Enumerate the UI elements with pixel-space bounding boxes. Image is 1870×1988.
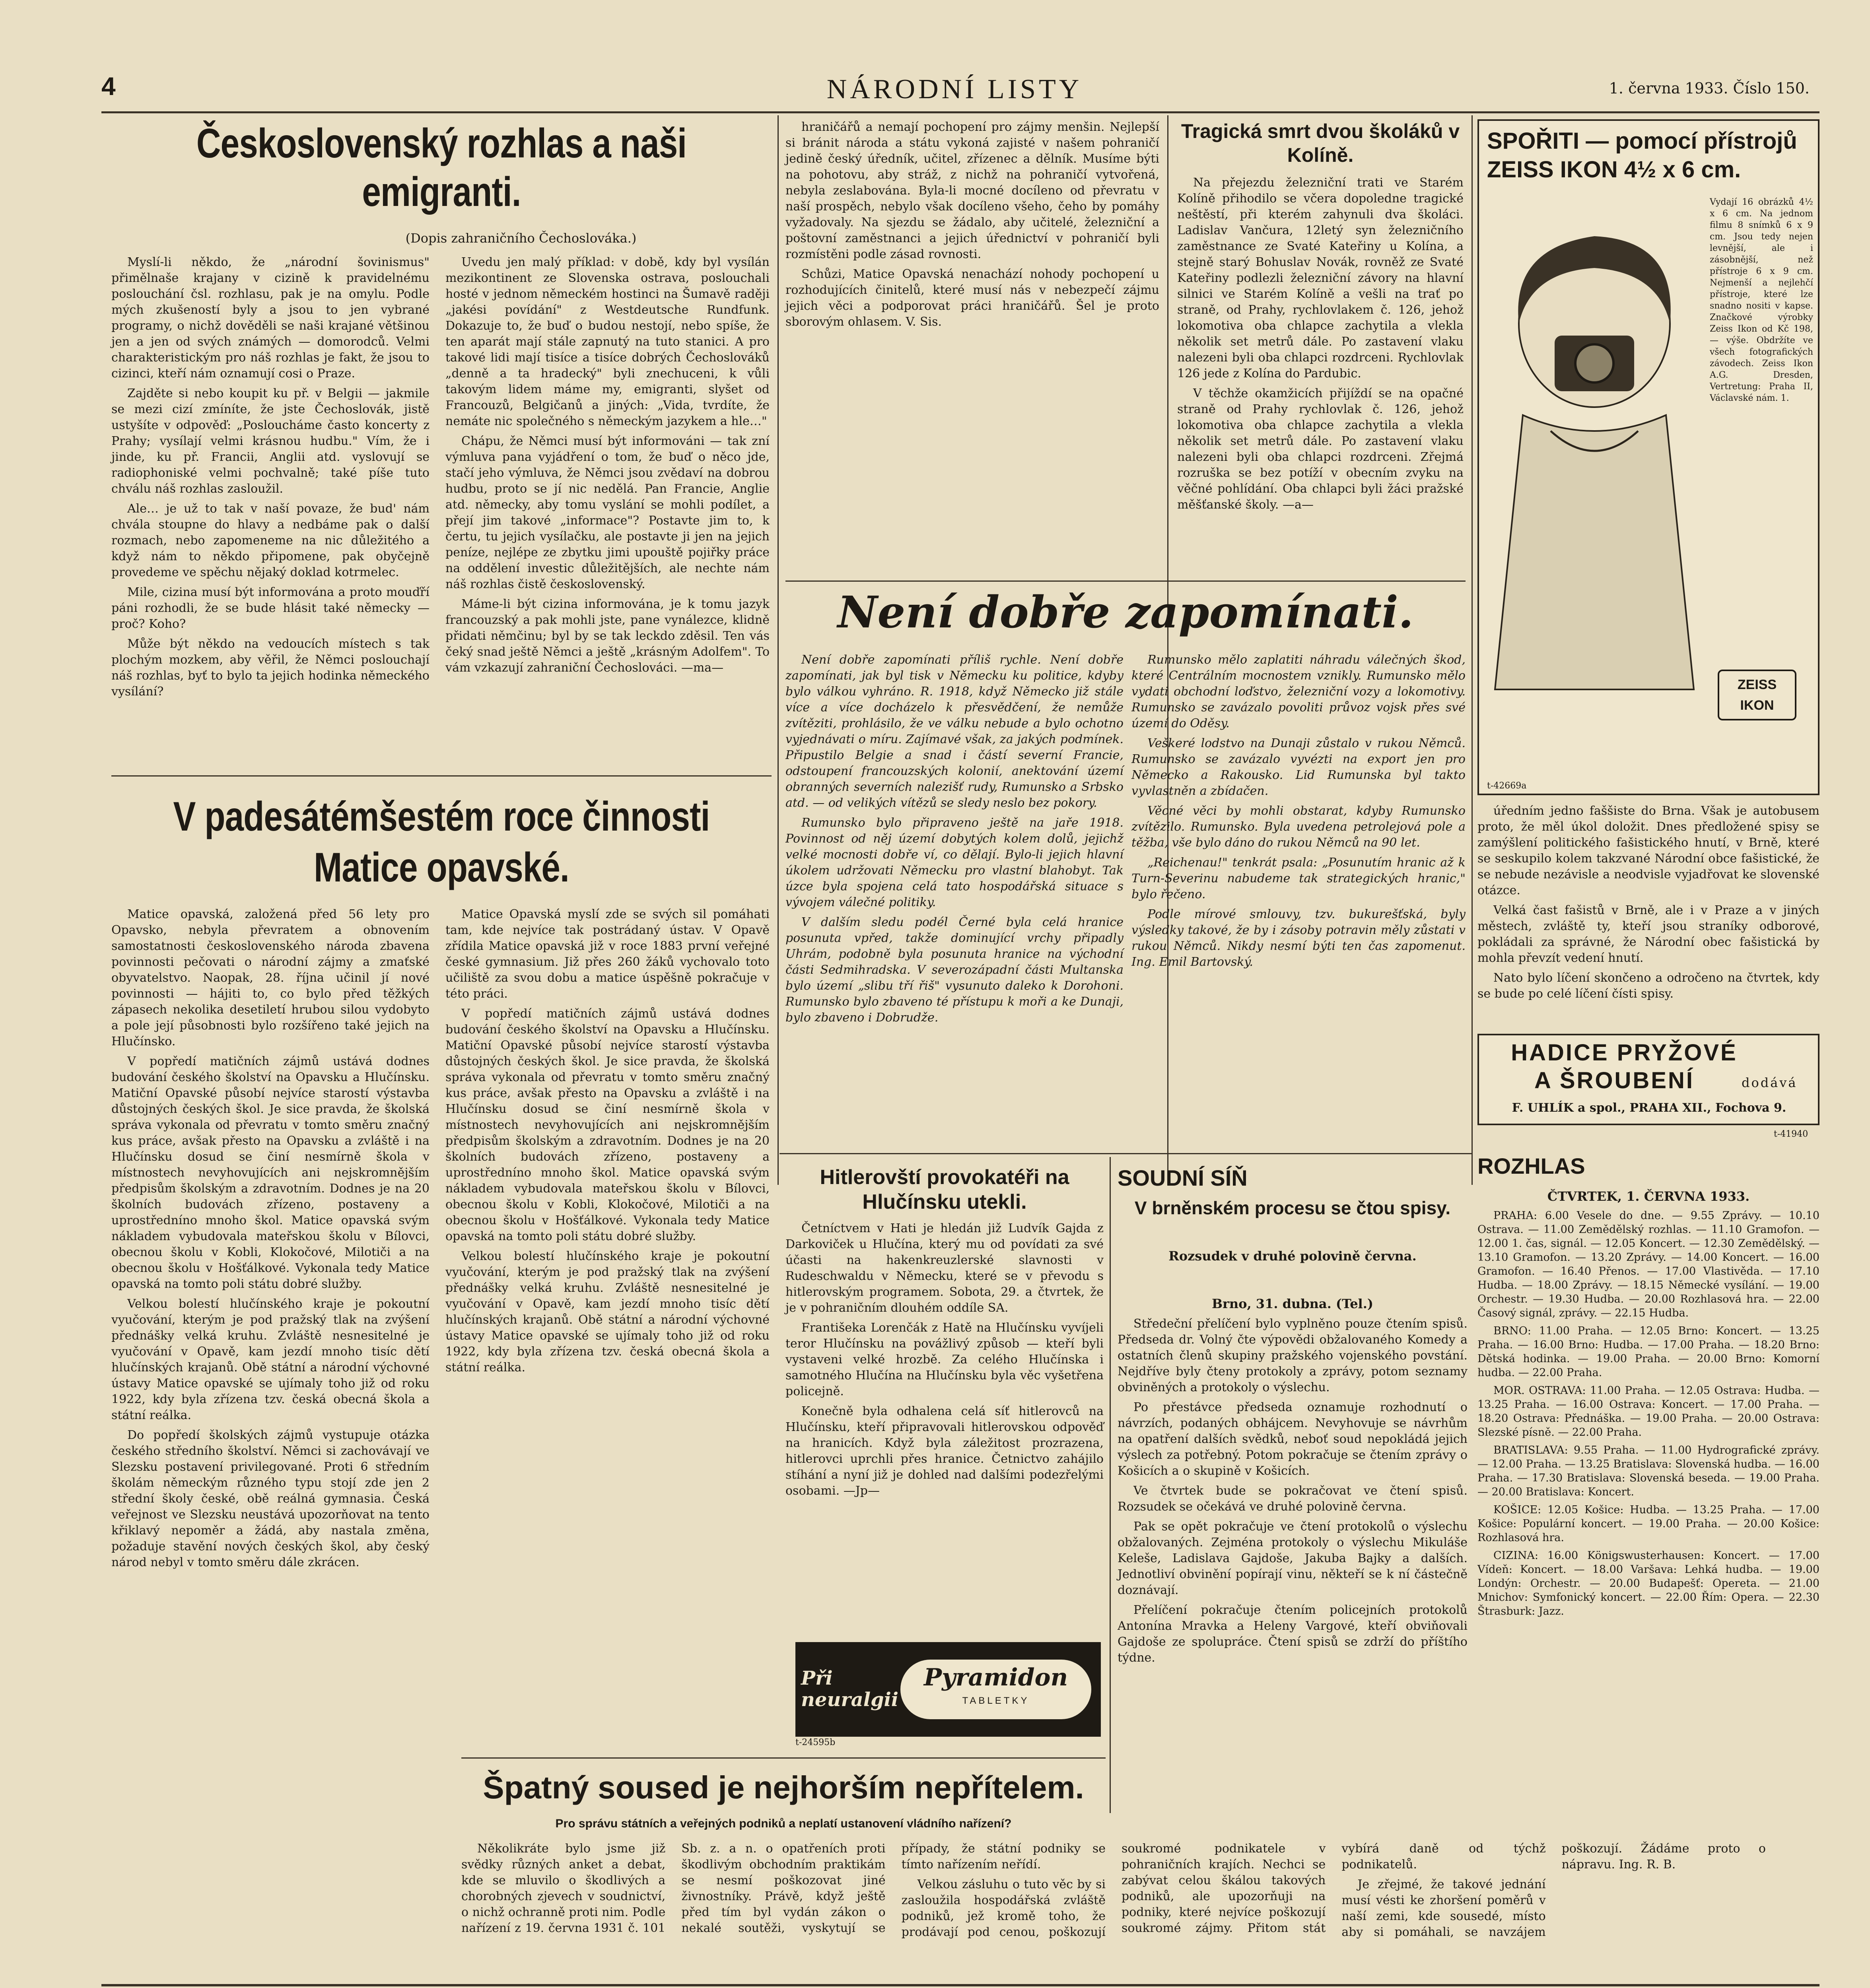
- art1-para: Zajděte si nebo koupit ku př. v Belgii — jakmile se mezi cizí zmíníte, že jste Čechoslovák, jistě ustyšíte v odpověď: „Posloucháme často koncerty z Prahy; vysílají velmi krásnou hudbu." Vím, že i jinde, ku př. Francii, Anglii atd. vyslovují se radiophoniské velmi pochvalně; také píše tuto chválu náš rozhlas zasloužil.: [111, 386, 430, 496]
- radio-para: KOŠICE: 12.05 Košice: Hudba. — 13.25 Praha. — 17.00 Košice: Populární koncert. — 19.00 Praha. — 20.00 Košice: Rozhlasová hra.: [1477, 1504, 1819, 1544]
- art1-para: Chápu, že Němci musí být informováni — tak zní výmluva pana vyjádření o tom, že buď o něco jde, stačí jeho výmluva, že Němci jsou zvědaví na dobrou hudbu, proto se jí nic nedělá. Pan Francie, Anglie atd. německy, aby tomu vyslání se mohli podílet, a přejí jim takové „informace"? Postavte jim to, k čertu, tu jejich vysílačku, ale postavte ji jen na jejich peníze, nejlépe ze zbytku jimi upouště pojiřky práce na oddělení investic důležitějších, ale nechte nám náš rozhlas čistě československý.: [445, 434, 770, 591]
- zeiss-copy: Vydají 16 obrázků 4½ x 6 cm. Na jednom filmu 8 snímků 6 x 9 cm. Jsou tedy nejen levnější, ale i zásobnější, než přístroje 6 x 9 cm. Nejmenší a nejlehčí přístroje, které lze snadno nositi v kapse. Značkové výrobky Zeiss Ikon od Kč 198,— výše. Obdržíte ve všech fotografických závodech. Zeiss Ikon A.G. Dresden, Vertretung: Praha II, Václavské nám. 1.: [1710, 197, 1813, 403]
- art4-text: [1177, 175, 1464, 573]
- art1-para: Máme-li být cizina informována, je k tomu jazyk francouzský a pak mohli jste, pane vynálezce, klidně přidati němčinu; byl by se tak leckdo zděsil. Ten vás čeký snad ještě Němci a ještě „krásným Adolfem". To vám vzkazují zahraniční Čechoslováci. —ma—: [445, 597, 770, 675]
- art2-para: Velkou bolestí hlučínského kraje je pokoutní vyučování, kterým je pod pražský tlak na zvýšení přednášky velká kruhu. Zvláště nesnesitelné je vyučování v Opavě, kam jezdí mnoho tisíc dětí hlučínských krajanů. Obě státní a národní výchovné ústavy Matice opavské se ujímaly toho již od roku 1922, kdy byla zřízena tzv. česká obecná škola a státní reálka.: [111, 1297, 430, 1422]
- art8-headline: Špatný soused je nejhorším nepřítelem.: [483, 1770, 1084, 1805]
- art5-para: Rumunsko bylo připraveno ještě na jaře 1918. Povinnost od něj území dobytých kolem dolů, jejichž velké mocnosti dobře ví, co dělají. Bylo-li jejich hlavní úkolem udržovati Německu pro vlastní blahobyt. Tak úzce byla spojena celá tato hospodářská situace s vývojem válečné politiky.: [785, 816, 1124, 909]
- page-number: 4: [101, 72, 116, 101]
- art6-para: Konečně byla odhalena celá síť hitlerovců na Hlučínsku, kteří připravovali hitlerovskou odpověď na hranicích. Když byla záležitost prozrazena, hitlerovci uprchli přes hranice. Četnictvo zahájilo stíhání a nyní již je dohled nad dalšími podezřelými osobami. —Jp—: [785, 1404, 1104, 1498]
- art5-para: Podle mírové smlouvy, tzv. bukurešťská, byly výsledky takové, že by i zásoby potravin měly zůstati v rukou Němců. Nikdy nesmí býti ten čas zapomenut. Ing. Emil Bartovský.: [1131, 907, 1466, 969]
- masthead-rule: [101, 111, 1819, 113]
- art6-para: Četníctvem v Hati je hledán již Ludvík Gajda z Darkoviček u Hlučína, který mu od povídati za své účasti na hakenkreuzlerské slavnosti v Rudeschwaldu v Německu, které se v převodu s hitlerovským programem. Sobota, 29. a čtvrtek, že je v pohraničním dlouhém oddíle SA.: [785, 1221, 1104, 1315]
- art8-subtitle: Pro správu státních a veřejných podniků a neplatí ustanovení vládního nařízení?: [555, 1817, 1012, 1830]
- art2-headline: V padesátémšestém roce činnosti Matice opavské.: [173, 794, 710, 891]
- art6-para: Františeka Lorenčák z Hatě na Hlučínsku vyvíjeli teror Hlučínsku na povážlivý způsob — kteří byli vystaveni velké hrozbě. Za celého Hlučínska i samotného Hlučína na Hlučínsku byla věc vyšetřena policejně.: [785, 1321, 1104, 1398]
- section-rule-top: [101, 1984, 1819, 1986]
- art3-text: [785, 119, 1159, 573]
- radio-text: [1477, 1209, 1819, 1865]
- radio-para: PRAHA: 6.00 Vesele do dne. — 9.55 Zprávy. — 10.10 Ostrava. — 11.00 Zemědělský rozhlas. — 11.10 Gramofon. — 12.00 1. čas, signál. — 12.05 Koncert. — 12.30 Zemědělský. — 13.10 Gramofon. — 13.20 Zprávy. — 14.00 Koncert. — 16.00 Gramofon. — 16.40 Přenos. — 17.00 Vlastivěda. — 17.10 Hudba. — 18.00 Zprávy. — 18.15 Německé vysílání. — 19.00 Orchestr. — 19.30 Hudba. — 20.00 Rozhlasová hra. — 22.00 Časový signál, zprávy. — 22.15 Hudba.: [1477, 1209, 1819, 1319]
- neuralgie-text3: TABLETKY: [962, 1695, 1030, 1706]
- art2-para: Matice opavská, založená před 56 lety pro Opavsko, nebyla převratem a obnovením samostatnosti československého národa zbavena povinnosti pečovati o národní zájmy a zmaťské obyvatelstvo. Naopak, 28. října učinil jí nové povinnosti — hájiti to, co bylo před těžkých zápasech nekolika desetiletí hrubou silou vydobyto a pole její působnosti bylo rozšířeno také jejich na Hlučínsko.: [111, 907, 430, 1048]
- radio-para: BRNO: 11.00 Praha. — 12.05 Brno: Koncert. — 13.25 Praha. — 16.00 Brno: Hudba. — 17.00 Praha. — 18.20 Brno: Dětská hodinka. — 19.00 Praha. — 20.00 Brno: Komorní hudba. — 22.00 Praha.: [1477, 1325, 1819, 1379]
- neuralgie-pill: [900, 1660, 1091, 1719]
- art2-para: Do popředí školských zájmů vystupuje otázka českého středního školství. Němci si zachovávají ve Slezsku postavení privilegované. Proti 6 středním školám německým různého typu stojí zde jen 2 střední školy české, obě reálná gymnasia. Česká veřejnost ve Slezsku neustává upozorňovat na tento křiklavý nepoměr a žádá, aby nastala změna, požaduje stavění nových českých škol, aby český národ nebyl v tomto směru dále zkrácen.: [111, 1428, 430, 1569]
- art7-dateline: Brno, 31. dubna. (Tel.): [1212, 1296, 1373, 1311]
- art8-para: Velkou zásluhu o tuto věc by si zasloužila hospodářská zvláště podniků, jež kromě toho, že prodávají pod cenou, poškozují soukromé podnikatele v pohraničních krajích. Nechci se zabývat celou škálou takových podniků, ale upozorňuji na podniky, které nejvíce poškozují soukromé zájmy. Přitom stát vybírá daně od týchž podnikatelů.: [901, 1842, 1546, 1939]
- radio-para: BRATISLAVA: 9.55 Praha. — 11.00 Hydrografické zprávy. — 12.00 Praha. — 13.25 Bratislava: Slovenská hudba. — 16.00 Praha. — 17.30 Bratislava: Slovenská beseda. — 19.00 Praha. — 20.00 Bratislava: Koncert.: [1477, 1444, 1819, 1498]
- art7-para: Ve čtvrtek bude se pokračovat ve čtení spisů. Rozsudek se očekává ve druhé polovině června.: [1118, 1484, 1468, 1514]
- art7-text: [1118, 1316, 1468, 1865]
- art5-col-a: [785, 652, 1124, 1149]
- art3-para: hraničářů a nemají pochopení pro zájmy menšin. Nejlepší si bránit národa a státu vykoná zajisté v našem pohraničí jedině český úředník, učitel, zřízenec a dělník. Musíme býti na pohotovu, aby stráž, z nichž na pohraničí vytvořená, nebyla zeslabována. Byla-li mocné docíleno od převratu v naší prospěch, nebylo však docíleno všeho, čeho by pomáhy vyžadovaly. Na sjezdu se žádalo, aby učitelé, železniční a poštovní zaměstnanci a jejich úřednictví v pohraničí byli rozmístěni podle zásad rovnosti.: [785, 120, 1159, 261]
- art4-para: Na přejezdu železniční trati ve Starém Kolíně přihodilo se včera dopoledne tragické neštěstí, při kterém zahynuli dva školáci. Ladislav Vančura, 12letý syn železničního zaměstnance ze Svaté Kateřiny u Kolína, a stejně starý Bohuslav Novák, rovněž ze Svaté Kateřiny podlezli železniční závory na hlavní silnici ve Starém Kolíně a vešli na trať po straně, od Prahy, rychlovlakem č. 126, jehož lokomotiva oba chlapce zachytila a vlekla několik set metrů dále. Po zastavení vlaku nalezeni byli oba chlapci rozdrceni. Rychlovlak 126 jede z Kolína do Pardubic.: [1177, 176, 1464, 381]
- art2-para: Velkou bolestí hlučínského kraje je pokoutní vyučování, kterým je pod pražský tlak na zvýšení přednášky velká kruhu. Zvláště nesnesitelné je vyučování v Opavě, kam jezdí mnoho tisíc dětí hlučínských krajanů. Obě státní a národní výchovné ústavy Matice opavské se ujímaly toho již od roku 1922, kdy byla zřízena tzv. česká obecná škola a státní reálka.: [445, 1249, 770, 1375]
- art9-para: úředním jedno faššiste do Brna. Však je autobusem proto, že měl úkol doložit. Dnes předložené spisy se zamýšlení politického fašistického hnutí, v Brně, které se seskupilo kolem takzvané Národní obce fašistické, že se nebude nezávisle a neodvisle vyjadřovat ke slovenské otázce.: [1477, 804, 1819, 897]
- radio-para: MOR. OSTRAVA: 11.00 Praha. — 12.05 Ostrava: Hudba. — 13.25 Praha. — 16.00 Ostrava: Koncert. — 17.00 Praha. — 18.20 Ostrava: Přednáška. — 19.00 Praha. — 20.00 Ostrava: Slezské písně. — 22.00 Praha.: [1477, 1384, 1819, 1439]
- art9-text: [1477, 803, 1819, 1026]
- art4-para: V těchže okamžicích přijíždí se na opačné straně od Prahy rychlovlak č. 126, jehož lokomotiva oba chlapce zachytila a vlekla několik set metrů dále. Po zastavení vlaku nalezeni byli oba chlapci rozdrceni. Zřejmá rozruška se bez potíží v obecním zvyku na věčné pohlídání. Oba chlapci byli žáci pražské měšťanské školy. —a—: [1177, 386, 1464, 512]
- art7-para: Po přestávce předseda oznamuje rozhodnutí o návrzích, podaných obhájcem. Nevyhovuje se návrhům na opatření dalších svědků, neboť soud nepokládá jejich výslech za potřebný. Potom pokračuje se čtením zprávy o Košicích a o skupině v Košicích.: [1118, 1400, 1468, 1478]
- art1-para: Uvedu jen malý příklad: v době, kdy byl vysílán mezikontinent ze Slovenska ostrava, poslouchali hosté v jednom německém hostinci na Šumavě raději „jakési povídání" z Westdeutsche Rundfunk. Dokazuje to, že buď o budou nestojí, nebo spíše, že ten aparát mají stále zapnutý na tuto stanici. A pro takové lidi mají tisíce a tisíce dobrých Čechoslováků „denně a ta hradecký" byli znechuceni, k vůli takovým lidem máme my, emigranti, slyšet od Francouzů, Belgičanů a jiných: „Vida, tvrdíte, že nemáte nic společného s německým jazykem a hle…": [445, 255, 770, 428]
- art7-para: Středeční přelíčení bylo vyplněno pouze čtením spisů. Předseda dr. Volný čte výpovědi obžalovaného Komedy a ostatních členů skupiny pražského vojenského povstání. Nejdříve byly čteny protokoly a zprávy, potom seznamy obviněných a protokoly o výslechu.: [1118, 1317, 1468, 1394]
- art7-headline: SOUDNÍ SÍŇ: [1118, 1165, 1248, 1190]
- neuralgie-text2: Pyramidon: [923, 1664, 1068, 1691]
- art2-para: V popředí matičních zájmů ustává dodnes budování českého školství na Opavsku a Hlučínsku. Matiční Opavské působí nejvíce starostí výstavba důstojných českých škol. Je sice pravda, že školská správa vykonala od převratu v tomto směru značný kus práce, avšak přesto na Opavsku a zvláště i na Hlučínsku dosud se činí nesmírně škola v místnostech nevyhovujících ani nejskromnějším předpisům školským a zdravotním. Dodnes je na 20 školních budovách zřízeno, postaveny a uprostředníno mnoho škol. Matice opavská svým nákladem vybudovala mateřskou školu v Bílovci, obecnou školu v Kobli, Klokočové, Milotiči a na obecnou školu v Hošťálkové. Vykonala tedy Matice opavská na tomto poli státu dobré služby.: [445, 1007, 770, 1243]
- art8-text: [461, 1841, 1766, 1948]
- art6-text: [785, 1221, 1104, 1634]
- art9-para: Velká čast fašistů v Brně, ale i v Praze a v jiných městech, zvláště ty, kteří jsou straníky odborové, pokládali za správné, že Národní obec fašistická by mohla převzít vedení hnutí.: [1477, 903, 1819, 965]
- art5-para: „Reichenau!" tenkrát psala: „Posunutím hranic až k Turn-Severinu nabudeme tak strategických hranic," bylo řečeno.: [1131, 856, 1466, 901]
- art5-headline: Není dobře zapomínati.: [837, 586, 1414, 638]
- art2-para: V popředí matičních zájmů ustává dodnes budování českého školství na Opavsku a Hlučínsku. Matiční Opavské působí nejvíce starostí výstavba důstojných českých škol. Je sice pravda, že školská správa vykonala od převratu v tomto směru značný kus práce, avšak přesto na Opavsku a zvláště i na Hlučínsku dosud se činí nesmírně škola v místnostech nevyhovujících ani nejskromnějším předpisům školským a zdravotním. Dodnes je na 20 školních budovách zřízeno, postaveny a uprostředníno mnoho škol. Matice opavská svým nákladem vybudovala mateřskou školu v Bílovci, obecnou školu v Kobli, Klokočové, Milotiči a na obecnou školu v Hošťálkové. Vykonala tedy Matice opavská na tomto poli státu dobré služby.: [111, 1054, 430, 1291]
- art1-col-a: [111, 254, 430, 767]
- art4-headline: Tragická smrt dvou školáků v Kolíně.: [1181, 120, 1460, 166]
- art1-para: Ale… je už to tak v naší povaze, že bud' nám chvála stoupne do hlavy a nedbáme pak o další rozmach, nebo zapomeneme na nic důležitého a když nám to někdo připomene, pak obyčejně provedeme ve spěchu nějaký doklad kotrmelec.: [111, 502, 430, 579]
- art3-para: Schůzi, Matice Opavská nenachází nohody pochopení u rozhodujících činitelů, které musí nás v nebezpečí zájmu jejich věci a podporovat práci hraničářů. Šel je proto sborovým ohlasem. V. Sis.: [785, 267, 1159, 329]
- radio-title: ROZHLAS: [1477, 1153, 1585, 1178]
- art7-subtitle: V brněnském procesu se čtou spisy.: [1134, 1198, 1451, 1218]
- neuralgie-text1: Při neuralgii: [801, 1667, 898, 1711]
- art6-headline: Hitlerovští provokatéři na Hlučínsku utekli.: [820, 1166, 1069, 1213]
- date-issue: 1. června 1933. Číslo 150.: [1609, 80, 1810, 97]
- art1-end-rule: [111, 775, 772, 777]
- art8-para: Je zřejmé, že takové jednání musí vésti ke zhoršení poměrů v naší zemi, kde sousedé, místo aby si pomáhali, se navzájem poškozují. Žádáme proto o nápravu. Ing. R. B.: [1341, 1842, 1766, 1939]
- hadice-firm: F. UHLÍK a spol., PRAHA XII., Fochova 9.: [1512, 1101, 1786, 1115]
- hadice-line1: HADICE PRYŽOVÉ: [1511, 1040, 1738, 1066]
- art5-para: V dalším sledu podél Černé byla celá hranice posunuta vpřed, takže dominující vrchy připadly Uhrám, podobně byla posunuta hranice na východní části Sedmihradska. V severozápadní části Multanska bylo území „slibu tří řiš" vysunuto daleko k Dorohoni. Rumunsko bylo zbaveno té přístupu k moři a ke Dunaji, bylo zbaveno i Dobrudže.: [785, 915, 1124, 1025]
- mid-rule: [779, 1153, 1472, 1154]
- art7-lede: Rozsudek v druhé polovině června.: [1168, 1248, 1417, 1264]
- art8-top-rule: [461, 1757, 1106, 1759]
- art5-para: Není dobře zapomínati příliš rychle. Není dobře zapomínati, jak byl tisk v Německu ku politice, kdyby bylo válkou vyhráno. R. 1918, když Německo již stále více a více docházelo k přesvědčení, že nemůže zvítěziti, prohlásilo, že ve válku nebude a bylo ochotno vyjednávati o míru. Zajímavé však, za jakých podmínek. Připustilo Belgie a snad i částí severní Francie, odstoupení francouzských kolonií, anektování území obranných severních nalezišť rudy, Rumunsko a Srbsko atd. — od velikých vítězů se sledy neslo bez pokory.: [785, 653, 1124, 810]
- art8-para: Několikráte bylo jsme již svědky různých anket a debat, kde se mluvilo o škodlivých a chorobných zjevech v soudnictví, o nichž ochranně proti nim. Podle nařízení z 19. června 1931 č. 101 Sb. z. a n. o opatřeních proti škodlivým obchodním praktikám se nesmí poškozovat jiné živnostníky. Právě, když ještě před tím byl vydán zákon o nekalé soutěži, vyskytují se případy, že státní podniky se tímto nařízením neřídí.: [461, 1842, 1106, 1935]
- hadice-line2: A ŠROUBENÍ: [1534, 1068, 1694, 1093]
- woman-with-camera-illustration: [1487, 192, 1702, 689]
- art7-para: Pak se opět pokračuje ve čtení protokolů o výslechu obžalovaných. Zejména protokoly o výslechu Mikuláše Keleše, Ladislava Gajdoše, Jakuba Bajky a dalších. Jednotliví obvinění popírají vinu, někteří se k ní částečně doznávají.: [1118, 1520, 1468, 1597]
- art2-col-a: [111, 907, 430, 1948]
- zeiss-logo: [1718, 670, 1796, 720]
- neuralgie-code: t-24595b: [795, 1738, 836, 1747]
- zeiss-code: t-42669a: [1487, 781, 1527, 791]
- zeiss-logo-text: ZEISS IKON: [1737, 677, 1777, 713]
- hadice-suffix: dodává: [1742, 1075, 1798, 1090]
- col-rule-art6: [1110, 1157, 1111, 1813]
- hadice-code: t-41940: [1774, 1129, 1808, 1139]
- col-rule-3: [1472, 115, 1473, 1185]
- hadice-ad: [1477, 1034, 1819, 1125]
- col-rule-1: [778, 115, 779, 1185]
- art5-para: Veškeré lodstvo na Dunaji zůstalo v rukou Němců. Rumunsko se zavázalo vyvézti na export jen pro Německo a Rakousko. Lid Rumunska byl takto vyvlastněn a zbídačen.: [1131, 736, 1466, 798]
- art1-headline: Československý rozhlas a naši emigranti.: [196, 120, 687, 215]
- art9-para: Nato bylo líčení skončeno a odročeno na čtvrtek, kdy se bude po celé líčení čísti spisy.: [1477, 971, 1819, 1001]
- art5-para: Věcné věci by mohli obstarat, kdyby Rumunsko zvítězilo. Rumunsko. Byla uvedena petrolejová pole a těžba, vše bylo dáno do rukou Němců na 90 let.: [1131, 804, 1466, 850]
- paper-name: NÁRODNÍ LISTY: [826, 74, 1083, 105]
- art1-col-b: [445, 254, 770, 767]
- art1-para: Myslí-li někdo, že „národní šovinismus" přimělnaše krajany v cizině k pravidelnému poslouchání čsl. rozhlasu, pak je na omylu. Podle mých zkušeností byly a jsou to jen vybrané programy, o nichž dověděli se naši krajané většinou jen a jen od svých známých — domorodců. Velmi charakteristickým pro náš rozhlas je fakt, že jsou to cizinci, kteří nám oznamují cosi o Praze.: [111, 255, 430, 381]
- art5-top-rule: [785, 580, 1466, 582]
- art1-para: Mile, cizina musí být informována a proto mouďří páni rozhodli, že se bude hlásit také německy — proč? Koho?: [111, 585, 430, 631]
- art2-para: Matice Opavská myslí zde se svých sil pomáhati tam, kde nejvíce tak postrádaný ústav. V Opavě zřídila Matice opavská již v roce 1883 první veřejné české gymnasium. Již přes 260 žáků vychovalo toto učiliště za svou dobu a matice úspěšně pokračuje v této práci.: [445, 907, 770, 1001]
- neuralgie-ad: [795, 1642, 1101, 1737]
- art1-source: (Dopis zahraničního Čechoslováka.): [405, 231, 637, 246]
- zeiss-illustration: [1487, 192, 1702, 689]
- art5-para: Rumunsko mělo zaplatiti náhradu válečných škod, které Centrálním mocnostem vznikly. Rumunsko mělo vydati obchodní loďstvo, železniční vozy a lokomotivy. Rumunsko se zavázalo povoliti průvoz vojsk přes své území do Oděsy.: [1131, 653, 1466, 730]
- radio-date: ČTVRTEK, 1. ČERVNA 1933.: [1547, 1189, 1750, 1204]
- art7-para: Přelíčení pokračuje čtením policejních protokolů Antonína Mravka a Heleny Vargové, kteří obviňovali Gajdoše ze spolupráce. Čtení spisů se zdrží do příštího týdne.: [1118, 1603, 1468, 1665]
- zeiss-ad: [1477, 119, 1819, 795]
- zeiss-headline: SPOŘITI — pomocí přístrojů ZEISS IKON 4½ x 6 cm.: [1487, 128, 1797, 182]
- art5-col-b: [1131, 652, 1466, 1149]
- art1-para: Může být někdo na vedoucích místech s tak plochým mozkem, aby věřil, že Němci poslouchají náš rozhlas, byť to bylo ta jejich hodinka německého vysílání?: [111, 637, 430, 699]
- radio-para: CIZINA: 16.00 Königswusterhausen: Koncert. — 17.00 Vídeň: Koncert. — 18.00 Varšava: Lehká hudba. — 19.00 Londýn: Orchestr. — 20.00 Budapešť: Opereta. — 21.00 Mnichov: Symfonický koncert. — 22.00 Řím: Opera. — 22.30 Štrasburk: Jazz.: [1477, 1549, 1819, 1617]
